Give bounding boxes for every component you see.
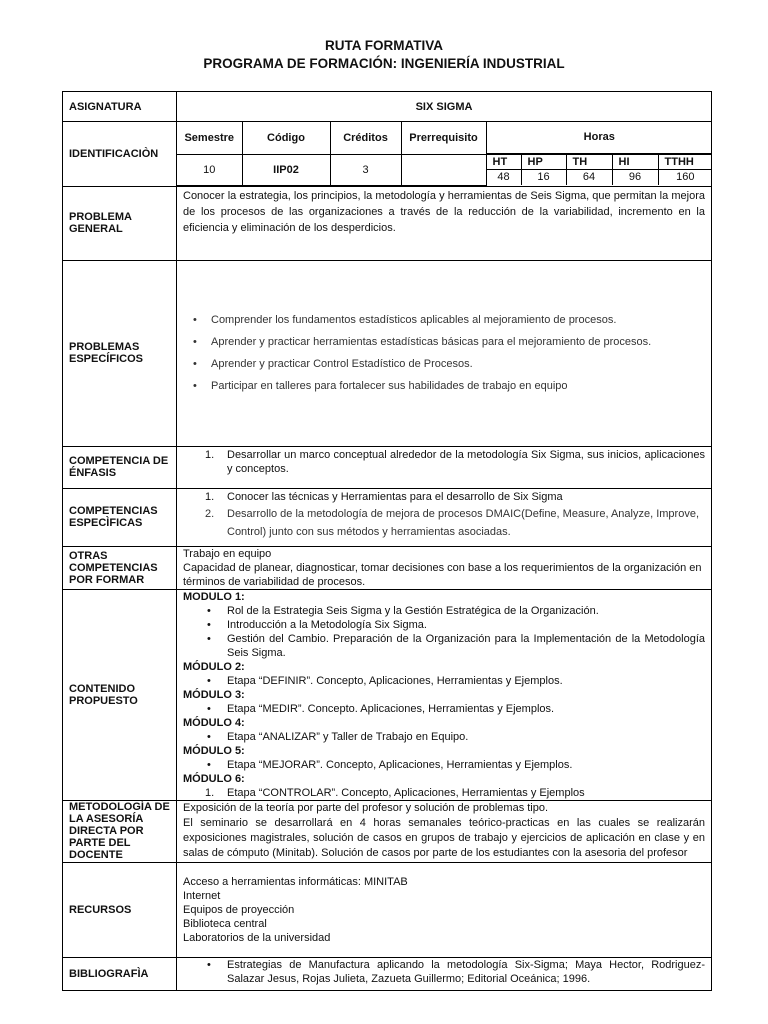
- competencias-especificas-label: COMPETENCIAS ESPECÌFICAS: [63, 488, 177, 546]
- horas-header-ht: HT: [486, 154, 521, 169]
- competencia-enfasis-label: COMPETENCIA DE ÉNFASIS: [63, 446, 177, 488]
- course-table: [62, 91, 712, 991]
- list-item: • Estrategias de Manufactura aplicando la metodología Six-Sigma; Maya Hector, Rodriguez-Salazar Jesus, Rojas Julieta, Zazueta Guillermo; Editorial Oceánica; 1996.: [227, 958, 705, 986]
- horas-value-ht: 48: [486, 169, 521, 185]
- list-item: • Rol de la Estrategia Seis Sigma y la Gestión Estratégica de la Organización.: [227, 604, 705, 618]
- metodologia-label: METODOLOGÍA DE LA ASESORÍA DIRECTA POR PARTE DEL DOCENTE: [63, 800, 177, 862]
- creditos-value: 3: [330, 154, 401, 185]
- document-subtitle: PROGRAMA DE FORMACIÓN: INGENIERÍA INDUSTRIAL: [203, 56, 565, 71]
- row-otras-competencias: [63, 546, 712, 589]
- row-problemas-especificos: [63, 260, 712, 446]
- identificacion-table: [177, 122, 712, 186]
- horas-header-hi: HI: [612, 154, 658, 169]
- list-item: 2. Desarrollo de la metodología de mejora de procesos DMAIC(Define, Measure, Analyze, Improve, Control) junto con sus métodos y herramientas asociadas.: [205, 507, 700, 538]
- row-asignatura: [63, 92, 712, 122]
- modulo-2-list: [183, 674, 705, 688]
- prerrequisito-header: Prerrequisito: [401, 122, 486, 154]
- otras-competencias-line: Capacidad de planear, diagnosticar, tomar decisiones con base a los requerimientos de la organización en términos de variabilidad de procesos.: [183, 561, 702, 588]
- list-item: • Etapa “MEDIR”. Concepto. Aplicaciones, Herramientas y Ejemplos.: [227, 702, 705, 716]
- asignatura-label: ASIGNATURA: [63, 92, 177, 122]
- list-item: • Participar en talleres para fortalecer sus habilidades de trabajo en equipo: [211, 375, 705, 397]
- recursos-line: Acceso a herramientas informáticas: MINITAB: [183, 875, 408, 888]
- list-item: 1. Desarrollar un marco conceptual alrededor de la metodología Six Sigma, sus inicios, aplicaciones y conceptos.: [205, 448, 705, 475]
- asignatura-value: SIX SIGMA: [177, 92, 712, 122]
- horas-header-tthh: TTHH: [658, 154, 712, 169]
- problema-general-label: PROBLEMA GENERAL: [63, 186, 177, 260]
- list-item: • Etapa “ANALIZAR” y Taller de Trabajo en Equipo.: [227, 730, 705, 744]
- document-title: RUTA FORMATIVA: [325, 38, 443, 53]
- list-item: 1. Conocer las técnicas y Herramientas para el desarrollo de Six Sigma: [205, 490, 563, 503]
- list-item: • Comprender los fundamentos estadísticos aplicables al mejoramiento de procesos.: [211, 309, 705, 331]
- semestre-value: 10: [177, 154, 242, 185]
- recursos-line: Equipos de proyección: [183, 903, 295, 916]
- modulo-1-title: MODULO 1:: [183, 590, 245, 603]
- modulo-5-title: MÓDULO 5:: [183, 744, 245, 757]
- problemas-especificos-label: PROBLEMAS ESPECÍFICOS: [63, 260, 177, 446]
- list-item: 1. Etapa “CONTROLAR”. Concepto, Aplicaciones, Herramientas y Ejemplos: [205, 786, 585, 799]
- list-item: • Etapa “MEJORAR”. Concepto, Aplicaciones, Herramientas y Ejemplos.: [227, 758, 705, 772]
- modulo-4-title: MÓDULO 4:: [183, 716, 245, 729]
- codigo-header: Código: [242, 122, 330, 154]
- identificacion-label: IDENTIFICACIÒN: [63, 122, 177, 187]
- horas-value-hp: 16: [521, 169, 566, 185]
- row-contenido: [63, 589, 712, 800]
- modulo-3-list: [183, 702, 705, 716]
- otras-competencias-line: Trabajo en equipo: [183, 547, 272, 560]
- list-item: • Introducción a la Metodología Six Sigma.: [227, 618, 705, 632]
- prerrequisito-value: [401, 154, 486, 185]
- recursos-line: Biblioteca central: [183, 917, 267, 930]
- recursos-line: Laboratorios de la universidad: [183, 931, 331, 944]
- list-item: • Etapa “DEFINIR”. Concepto, Aplicaciones, Herramientas y Ejemplos.: [227, 674, 705, 688]
- creditos-header: Créditos: [330, 122, 401, 154]
- horas-value-hi: 96: [612, 169, 658, 185]
- modulo-6-title: MÓDULO 6:: [183, 772, 245, 785]
- horas-header: Horas: [486, 122, 712, 153]
- row-identificacion: [63, 122, 712, 187]
- problema-general-text: Conocer la estrategia, los principios, la metodología y herramientas de Seis Sigma, que permitan la mejora de los procesos de las organizaciones a través de la reducción de la variabilidad, incremento en la eficiencia y eliminación de los desperdicios.: [177, 186, 712, 260]
- horas-header-hp: HP: [521, 154, 566, 169]
- metodologia-line-2: El seminario se desarrollará en 4 horas semanales teórico-practicas en las cuales se realizarán exposiciones magistrales, solución de casos en grupos de trabajo y ejercicios de aplicación en clase y en salas de cómputo (Minitab). Solución de casos por parte de los estudiantes con la asesoria del profesor: [183, 816, 705, 859]
- row-metodologia: [63, 800, 712, 862]
- metodologia-line-1: Exposición de la teoría por parte del profesor y solución de problemas tipo.: [183, 801, 549, 814]
- recursos-label: RECURSOS: [63, 862, 177, 957]
- row-competencia-enfasis: [63, 446, 712, 488]
- row-bibliografia: [63, 957, 712, 990]
- horas-value-th: 64: [566, 169, 612, 185]
- bibliografia-label: BIBLIOGRAFÌA: [63, 957, 177, 990]
- competencia-enfasis-list: [183, 448, 705, 476]
- modulo-6-list: [183, 786, 705, 800]
- otras-competencias-label: OTRAS COMPETENCIAS POR FORMAR: [63, 546, 177, 589]
- problemas-especificos-list: [183, 309, 705, 397]
- list-item: • Gestión del Cambio. Preparación de la Organización para la Implementación de la Metodología Seis Sigma.: [227, 632, 705, 660]
- bibliografia-list: [183, 958, 705, 986]
- codigo-value: IIP02: [242, 154, 330, 185]
- horas-header-th: TH: [566, 154, 612, 169]
- document-header: [0, 37, 768, 73]
- modulo-2-title: MÓDULO 2:: [183, 660, 245, 673]
- modulo-3-title: MÓDULO 3:: [183, 688, 245, 701]
- modulo-4-list: [183, 730, 705, 744]
- row-recursos: [63, 862, 712, 957]
- row-problema-general: [63, 186, 712, 260]
- list-item: • Aprender y practicar herramientas estadísticas básicas para el mejoramiento de procesos.: [211, 331, 705, 353]
- list-item: • Aprender y practicar Control Estadístico de Procesos.: [211, 353, 705, 375]
- modulo-1-list: [183, 604, 705, 660]
- competencias-especificas-list: [183, 489, 705, 541]
- row-competencias-especificas: [63, 488, 712, 546]
- semestre-header: Semestre: [177, 122, 242, 154]
- horas-value-tthh: 160: [658, 169, 712, 185]
- modulo-5-list: [183, 758, 705, 772]
- contenido-label: CONTENIDO PROPUESTO: [63, 589, 177, 800]
- recursos-line: Internet: [183, 889, 221, 902]
